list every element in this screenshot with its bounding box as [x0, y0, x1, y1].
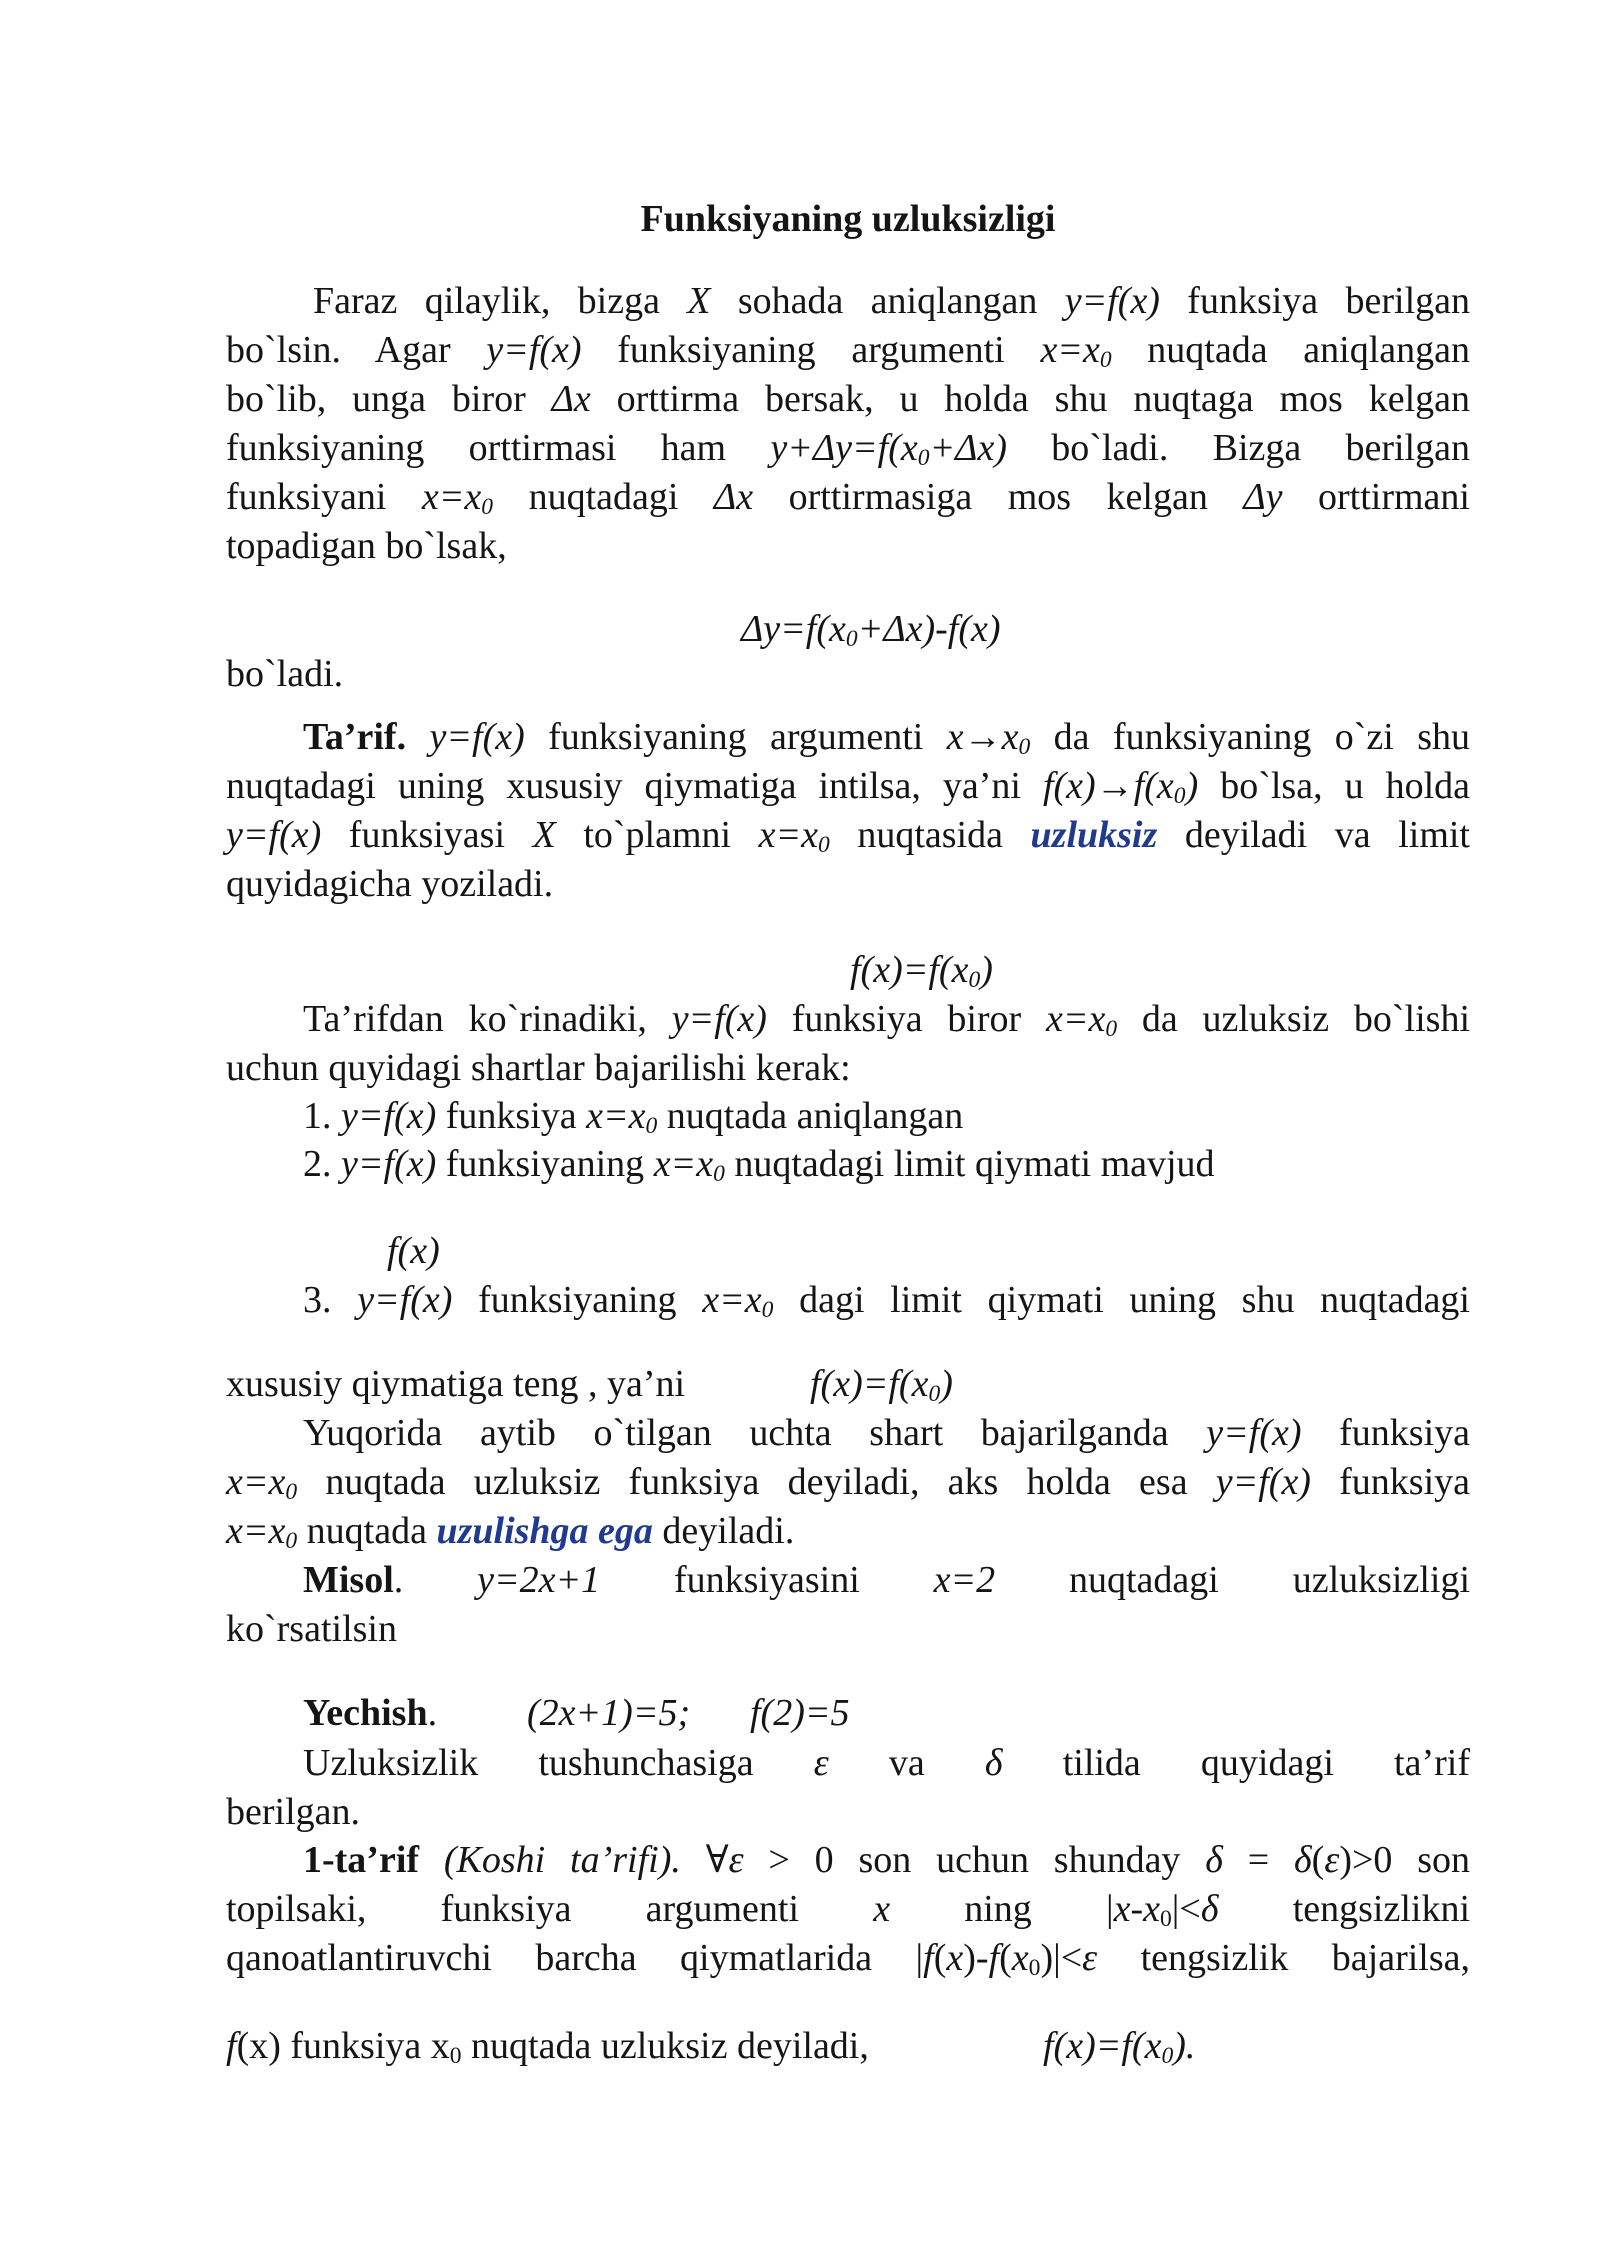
text-run: bo`ladi.	[226, 653, 344, 695]
yechish-expr-group	[527, 1689, 690, 1738]
text-line	[226, 713, 1470, 762]
subscript: 0	[285, 1479, 298, 1506]
math-expression: x=2	[933, 1559, 996, 1601]
math-expression: Δx	[713, 476, 754, 518]
condition-3	[303, 1276, 1470, 1325]
text-run: nuqtada aniqlangan	[1111, 329, 1470, 371]
math-expression: ε	[1082, 1937, 1098, 1979]
text-line	[303, 1092, 1470, 1141]
cauchy-conclusion	[226, 2022, 1470, 2071]
text-run: xususiy qiymatiga teng , ya’ni	[226, 1363, 686, 1405]
text-run: Uzluksizlik tushunchasiga	[303, 1742, 814, 1784]
text-line	[741, 605, 1470, 654]
limit-fx-line	[387, 1227, 1470, 1276]
text-run: nuqtadagi limit qiymati mavjud	[724, 1143, 1215, 1185]
text-run: to`plamni	[555, 814, 759, 856]
text-run: (x) funksiya x	[236, 2025, 450, 2067]
text-line	[226, 1044, 1470, 1093]
text-line	[226, 375, 1470, 424]
final-formula-group	[1043, 2022, 1195, 2071]
math-expression: x=x	[758, 814, 819, 856]
text-run: nuqtada	[297, 1510, 437, 1552]
text-run: )-	[963, 1937, 989, 1979]
math-expression: x=x	[1040, 329, 1100, 371]
math-expression: ).	[1173, 2025, 1196, 2067]
math-expression: +Δx)-f(x)	[857, 608, 1001, 650]
subscript: 0	[1018, 734, 1031, 761]
text-run: Ta’rifdan ko`rinadiki,	[303, 998, 672, 1040]
math-expression: ε	[728, 1839, 744, 1881]
bold-label: 1-ta’rif	[303, 1839, 420, 1881]
math-expression: )	[980, 949, 993, 991]
subscript: 0	[449, 2043, 462, 2070]
text-run: nuqtadagi uning xususiy qiymatiga intilsa, ya’ni	[226, 765, 1043, 807]
text-line	[850, 946, 1470, 995]
text-line	[226, 326, 1470, 375]
math-expression: f(x)→f(x	[1042, 765, 1174, 807]
subscript: 0	[818, 832, 830, 859]
text-run: funksiyaning orttirmasi ham	[226, 427, 771, 469]
text-line	[226, 1458, 1470, 1507]
text-run: )>0 son	[1339, 1839, 1471, 1881]
math-expression: x→x	[946, 716, 1019, 758]
text-run: nuqtadagi	[493, 476, 714, 518]
text-line	[303, 1276, 1470, 1325]
text-line	[226, 650, 1470, 699]
text-run: da uzluksiz bo`lishi	[1117, 998, 1470, 1040]
subscript: 0	[1173, 783, 1186, 810]
math-expression: )	[940, 1363, 953, 1405]
text-run: nuqtada uzluksiz funksiya deyiladi, aks holda esa	[297, 1461, 1216, 1503]
text-run: |<	[1171, 1888, 1201, 1930]
math-expression: x	[873, 1888, 891, 1930]
text-run: topilsaki, funksiya argumenti	[226, 1888, 874, 1930]
subscript: 0	[761, 1297, 774, 1324]
boladi-line	[226, 650, 1470, 699]
text-run: va	[828, 1742, 985, 1784]
text-run: sohada aniqlangan	[710, 280, 1065, 322]
math-expression: )	[1185, 765, 1199, 807]
text-line	[226, 995, 1470, 1044]
highlighted-term: uzluksiz	[1030, 814, 1158, 856]
subscript: 0	[645, 1113, 658, 1140]
text-run: .	[393, 1559, 478, 1601]
text-run: topadigan bo`lsak,	[226, 525, 507, 567]
math-expression: f(x)=f(x	[810, 1363, 929, 1405]
text-run: funksiyaning	[436, 1143, 654, 1185]
highlighted-term: uzulishga ega	[436, 1510, 653, 1552]
text-line	[226, 1360, 1470, 1409]
text-run: berilgan.	[226, 1791, 361, 1833]
text-line	[226, 1788, 1470, 1837]
condition-1	[303, 1092, 1470, 1141]
math-expression: x=x	[226, 1461, 286, 1503]
delta-formula	[741, 605, 1470, 654]
text-line	[226, 811, 1470, 860]
text-run	[419, 1839, 444, 1881]
text-run: funksiya biror	[766, 998, 1046, 1040]
math-expression: x=x	[226, 1510, 286, 1552]
subscript: 0	[928, 1381, 941, 1408]
math-expression: y=f(x)	[357, 1279, 453, 1321]
text-run: nuqtadagi uzluksizligi	[995, 1559, 1471, 1601]
text-run: (	[999, 1937, 1012, 1979]
text-run: .	[427, 1692, 438, 1734]
bold-label: Yechish	[303, 1692, 428, 1734]
text-line	[226, 473, 1470, 522]
math-expression: f	[226, 2025, 237, 2067]
math-expression: ε	[1324, 1839, 1340, 1881]
math-expression: y=f(x)	[671, 998, 767, 1040]
math-expression: Δy=f(x	[741, 608, 846, 650]
text-line	[226, 860, 1470, 909]
text-run: ko`rsatilsin	[226, 1608, 397, 1650]
math-expression: x=x	[421, 476, 482, 518]
text-run: 1.	[303, 1095, 341, 1137]
subscript: 0	[713, 1161, 725, 1188]
math-expression: f(x)=f(x	[850, 949, 969, 991]
text-line	[226, 1556, 1470, 1605]
math-expression: y=f(x)	[429, 716, 525, 758]
subscript: 0	[1028, 1955, 1041, 1982]
conclusion-paragraph	[226, 1409, 1470, 1556]
text-run: da funksiyaning o`zi shu	[1030, 716, 1471, 758]
condition-3-tail	[226, 1360, 1470, 1409]
text-run: > 0 son uchun shunday	[743, 1839, 1206, 1881]
bold-label: Misol	[303, 1559, 394, 1601]
math-expression: X	[687, 280, 711, 322]
text-run: quyidagicha yoziladi.	[226, 863, 554, 905]
math-expression: f	[923, 1937, 934, 1979]
text-line	[226, 762, 1470, 811]
text-line	[226, 1689, 1470, 1738]
text-run: )|<	[1040, 1937, 1083, 1979]
math-expression: (Koshi ta’rifi).	[443, 1839, 681, 1881]
subscript: 0	[285, 1528, 298, 1555]
text-line	[226, 1934, 1470, 1983]
text-run: orttirmani	[1282, 476, 1470, 518]
text-line	[226, 277, 1470, 326]
text-line	[226, 424, 1470, 473]
math-expression: f(x)	[387, 1230, 440, 1272]
text-run: uchun quyidagi shartlar bajarilishi kerak:	[226, 1047, 851, 1089]
math-expression: y+Δy=f(x	[770, 427, 918, 469]
math-expression: ε	[813, 1742, 829, 1784]
math-expression: δ	[984, 1742, 1003, 1784]
text-run: bo`ladi. Bizga berilgan	[1006, 427, 1470, 469]
math-expression: (2x+1)=5;	[527, 1692, 691, 1734]
math-expression: y=f(x)	[1206, 1412, 1302, 1454]
definition-paragraph	[226, 713, 1470, 909]
math-expression: X	[532, 814, 556, 856]
text-run: (	[1311, 1839, 1325, 1881]
yechish-f2-group	[750, 1689, 850, 1738]
text-run: funksiyaning argumenti	[524, 716, 947, 758]
text-run: orttirma bersak, u holda shu nuqtaga mos kelgan	[590, 378, 1470, 420]
text-run: orttirmasiga mos kelgan	[753, 476, 1244, 518]
cauchy-definition	[226, 1836, 1470, 1983]
text-line	[226, 1409, 1470, 1458]
subscript: 0	[481, 494, 494, 521]
text-run: bo`lib, unga biror	[226, 378, 552, 420]
intro-paragraph	[226, 277, 1470, 571]
text-run: (	[933, 1937, 947, 1979]
text-run: dagi limit qiymati uning shu nuqtadagi	[773, 1279, 1470, 1321]
math-expression: δ	[1294, 1839, 1312, 1881]
math-expression: x=x	[653, 1143, 714, 1185]
text-line	[226, 1739, 1470, 1788]
subscript: 0	[1105, 1016, 1118, 1043]
conditions-intro	[226, 995, 1470, 1093]
text-run: deyiladi va limit	[1157, 814, 1470, 856]
math-expression: f	[988, 1937, 1000, 1979]
math-expression: x	[1011, 1937, 1029, 1979]
math-expression: Δx	[551, 378, 591, 420]
math-expression: y=f(x)	[341, 1143, 437, 1185]
text-run: nuqtasida	[829, 814, 1031, 856]
page-title: Funksiyaning uzluksizligi	[640, 198, 1056, 240]
math-expression: y=f(x)	[1064, 280, 1160, 322]
text-line	[226, 522, 1470, 571]
text-run: funksiya	[1301, 1412, 1471, 1454]
text-run: ning |	[890, 1888, 1114, 1930]
example-paragraph	[226, 1556, 1470, 1654]
text-line	[303, 1140, 1470, 1189]
math-expression: δ	[1200, 1888, 1219, 1930]
text-run: funksiyani	[226, 476, 422, 518]
math-expression: y=f(x)	[226, 814, 322, 856]
math-expression: f(2)=5	[750, 1692, 850, 1734]
text-run: funksiyasini	[600, 1559, 934, 1601]
text-run: funksiya	[436, 1095, 587, 1137]
text-run: bo`lsin. Agar	[226, 329, 487, 371]
text-run: qanoatlantiruvchi barcha qiymatlarida |	[226, 1937, 924, 1979]
subscript: 0	[968, 967, 981, 994]
text-run: tilida quyidagi ta’rif	[1002, 1742, 1470, 1784]
math-expression: +Δx)	[929, 427, 1007, 469]
text-run: ∀	[680, 1839, 729, 1881]
subscript: 0	[1161, 2043, 1174, 2070]
text-line	[226, 1507, 1470, 1556]
math-expression: x	[946, 1937, 964, 1979]
bold-label: Ta’rif.	[303, 716, 407, 758]
condition-2	[303, 1140, 1470, 1189]
math-expression: x-x	[1113, 1888, 1160, 1930]
text-run: deyiladi.	[652, 1510, 795, 1552]
text-line	[226, 1605, 1470, 1654]
text-run: nuqtada uzluksiz deyiladi,	[461, 2025, 869, 2067]
math-expression: y=f(x)	[1215, 1461, 1311, 1503]
text-run: funksiyasi	[321, 814, 533, 856]
math-expression: y=2x+1	[477, 1559, 601, 1601]
math-expression: δ	[1205, 1839, 1223, 1881]
text-run: 2.	[303, 1143, 341, 1185]
text-run: tengsizlikni	[1218, 1888, 1470, 1930]
subscript: 0	[1099, 347, 1112, 374]
text-run: bo`lsa, u holda	[1198, 765, 1471, 807]
epsilon-intro	[226, 1739, 1470, 1837]
text-run: funksiya	[1310, 1461, 1470, 1503]
math-expression: x=x	[586, 1095, 646, 1137]
solution-line	[226, 1689, 1470, 1738]
text-run: funksiya berilgan	[1159, 280, 1470, 322]
text-run: funksiyaning	[452, 1279, 703, 1321]
tail-formula-group	[810, 1360, 953, 1409]
subscript: 0	[917, 445, 930, 472]
text-line	[387, 1227, 1470, 1276]
text-run	[406, 716, 429, 758]
text-run: tengsizlik bajarilsa,	[1097, 1937, 1471, 1979]
math-expression: x=x	[702, 1279, 762, 1321]
text-run: nuqtada aniqlangan	[657, 1095, 964, 1137]
text-run: 3.	[303, 1279, 358, 1321]
subscript: 0	[1160, 1906, 1172, 1933]
limit-formula	[850, 946, 1470, 995]
math-expression: Δy	[1243, 476, 1283, 518]
text-run: =	[1222, 1839, 1294, 1881]
text-run: Yuqorida aytib o`tilgan uchta shart bajarilganda	[303, 1412, 1207, 1454]
text-line	[226, 1836, 1470, 1885]
text-run: Faraz qilaylik, bizga	[313, 280, 688, 322]
math-expression: y=f(x)	[341, 1095, 437, 1137]
text-run: funksiyaning argumenti	[581, 329, 1041, 371]
math-expression: f(x)=f(x	[1043, 2025, 1162, 2067]
math-expression: x=x	[1045, 998, 1106, 1040]
text-line	[226, 2022, 1470, 2071]
text-line	[226, 1885, 1470, 1934]
math-expression: y=f(x)	[486, 329, 582, 371]
subscript: 0	[845, 626, 858, 653]
